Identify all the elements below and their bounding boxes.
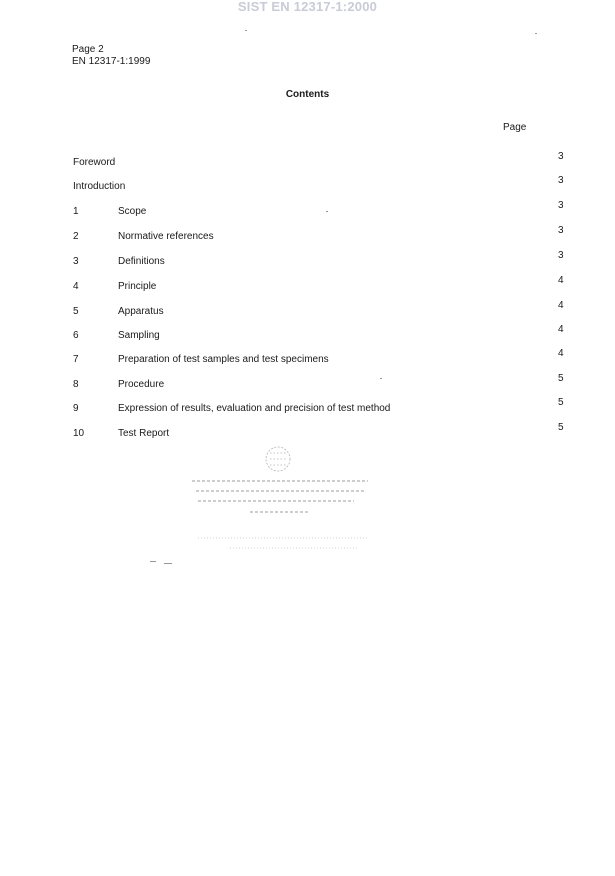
toc-entry-page: 4	[558, 300, 564, 311]
library-stamp-image	[190, 445, 390, 570]
toc-entry-page: 3	[558, 200, 564, 211]
toc-entry-number: 10	[73, 428, 85, 439]
toc-entry-number: 6	[73, 330, 79, 341]
toc-entry-number: 1	[73, 206, 79, 217]
toc-row-9	[0, 397, 615, 417]
toc-entry-page: 5	[558, 422, 564, 433]
toc-entry-title: Expression of results, evaluation and precision of test method	[118, 403, 391, 414]
toc-entry-title: Apparatus	[118, 306, 164, 317]
contents-heading: Contents	[285, 89, 330, 100]
toc-entry-number: 4	[73, 281, 79, 292]
toc-entry-page: 4	[558, 275, 564, 286]
toc-row-5	[0, 300, 615, 320]
toc-entry-title: Scope	[118, 206, 147, 217]
toc-entry-title: Test Report	[118, 428, 170, 439]
toc-entry-page: 4	[558, 348, 564, 359]
toc-entry-title: Procedure	[118, 379, 165, 390]
toc-entry-page: 5	[558, 373, 564, 384]
standard-number: EN 12317-1:1999	[72, 56, 151, 67]
toc-row-introduction	[0, 175, 615, 195]
toc-entry-title: Introduction	[73, 181, 126, 192]
toc-entry-number: 7	[73, 354, 79, 365]
toc-row-10	[0, 422, 615, 442]
toc-entry-title: Sampling	[118, 330, 160, 341]
toc-entry-page: 3	[558, 151, 564, 162]
toc-row-7	[0, 348, 615, 368]
page-header	[72, 44, 150, 68]
toc-row-3	[0, 250, 615, 270]
toc-entry-page: 3	[558, 225, 564, 236]
toc-entry-page: 5	[558, 397, 564, 408]
toc-entry-title: Normative references	[118, 231, 214, 242]
page-column-label: Page	[503, 122, 527, 133]
toc-entry-number: 9	[73, 403, 79, 414]
toc-entry-title: Definitions	[118, 256, 165, 267]
toc-entry-number: 5	[73, 306, 79, 317]
toc-entry-number: 3	[73, 256, 79, 267]
toc-entry-title: Principle	[118, 281, 157, 292]
toc-row-6	[0, 324, 615, 344]
toc-row-8	[0, 373, 615, 393]
toc-row-2	[0, 225, 615, 245]
toc-row-foreword	[0, 151, 615, 171]
toc-entry-page: 3	[558, 175, 564, 186]
toc-entry-number: 8	[73, 379, 79, 390]
toc-entry-page: 4	[558, 324, 564, 335]
toc-row-1	[0, 200, 615, 220]
toc-entry-title: Foreword	[73, 157, 116, 168]
toc-entry-title: Preparation of test samples and test specimens	[118, 354, 329, 365]
toc-row-4	[0, 275, 615, 295]
page-number: Page 2	[72, 44, 104, 55]
watermark-text: SIST EN 12317-1:2000	[237, 0, 378, 14]
toc-entry-page: 3	[558, 250, 564, 261]
toc-entry-number: 2	[73, 231, 79, 242]
